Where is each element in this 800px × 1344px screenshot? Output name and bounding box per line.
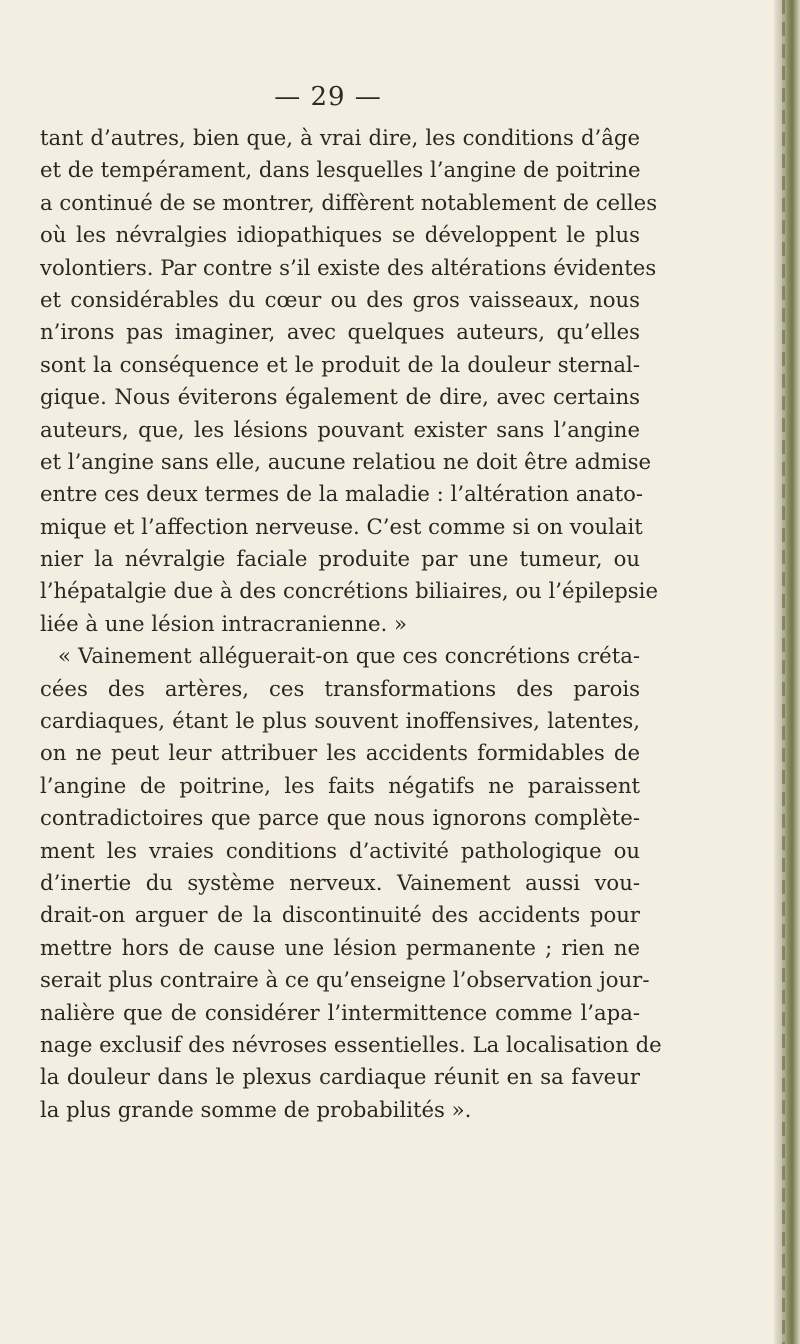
page-number: — 29 — (274, 82, 382, 112)
text-line: entre ces deux termes de la maladie : l’altération anato- (40, 481, 644, 507)
text-line: sont la conséquence et le produit de la douleur sternal- (40, 351, 640, 377)
text-line: n’irons pas imaginer, avec quelques auteurs, qu’elles (40, 319, 640, 345)
text-line: l’angine de poitrine, les faits négatifs ne paraissent (40, 772, 640, 798)
body-text (40, 122, 662, 1126)
text-line: drait-on arguer de la discontinuité des accidents pour (40, 902, 640, 928)
text-line: nalière que de considérer l’intermittence comme l’apa- (40, 999, 640, 1025)
text-line: serait plus contraire à ce qu’enseigne l’observation jour- (40, 967, 650, 993)
text-line: cardiaques, étant le plus souvent inoffensives, latentes, (40, 708, 640, 734)
text-line: la douleur dans le plexus cardiaque réunit en sa faveur (40, 1064, 640, 1090)
text-line: volontiers. Par contre s’il existe des altérations évidentes (40, 254, 657, 280)
text-line: auteurs, que, les lésions pouvant exister sans l’angine (40, 416, 640, 442)
text-line: la plus grande somme de probabilités ». (40, 1096, 472, 1122)
text-line: mique et l’affection nerveuse. C’est comme si on voulait (40, 513, 643, 539)
text-line: où les névralgies idiopathiques se développent le plus (40, 222, 640, 248)
text-line: mettre hors de cause une lésion permanente ; rien ne (40, 934, 640, 960)
text-line: tant d’autres, bien que, à vrai dire, les conditions d’âge (40, 125, 640, 150)
text-line: cées des artères, ces transformations des parois (40, 675, 640, 701)
text-line: l’hépatalgie due à des concrétions biliaires, ou l’épilepsie (40, 578, 658, 604)
page-edge-shadow (774, 0, 800, 1344)
text-line: nage exclusif des névroses essentielles. La localisation de (40, 1031, 662, 1057)
text-line: liée à une lésion intracranienne. » (40, 610, 407, 636)
text-line: « Vainement alléguerait-on que ces concrétions créta- (58, 643, 640, 669)
text-line: d’inertie du système nerveux. Vainement aussi vou- (40, 869, 640, 895)
text-line: ment les vraies conditions d’activité pathologique ou (40, 837, 640, 863)
text-line: et l’angine sans elle, aucune relatiou ne doit être admise (40, 448, 652, 474)
text-line: on ne peut leur attribuer les accidents formidables de (40, 740, 640, 766)
text-line: et de tempérament, dans lesquelles l’angine de poitrine (40, 157, 641, 183)
text-line: gique. Nous éviterons également de dire, avec certains (40, 384, 640, 410)
text-line: contradictoires que parce que nous ignorons complète- (40, 805, 640, 831)
text-line: a continué de se montrer, diffèrent notablement de celles (40, 189, 658, 215)
text-line: et considérables du cœur ou des gros vaisseaux, nous (40, 286, 640, 312)
text-line: nier la névralgie faciale produite par une tumeur, ou (40, 546, 640, 572)
